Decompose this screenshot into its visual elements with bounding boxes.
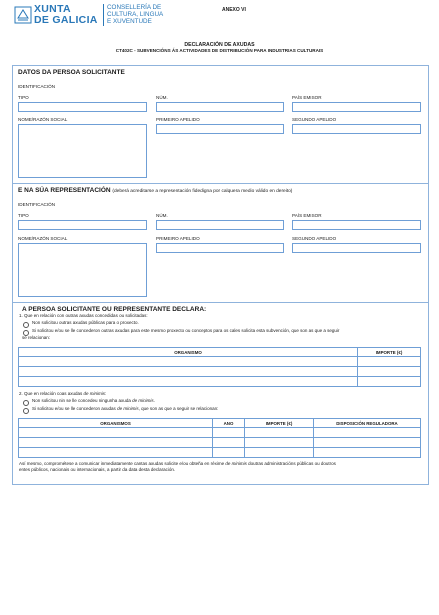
applicant-name-field[interactable] (18, 124, 147, 178)
de-minimis-cell[interactable] (19, 448, 213, 458)
closing-statement: Así mesmo, comprométese a comunicar inmediatamente cantas axudas solicite e/ou obteña en réxime de minimis doutras administracións públicas ou doutros entes públicos, nacionais ou internacionais, a partir da data desta declaración. (19, 461, 336, 473)
applicant-surname1-field[interactable] (156, 124, 284, 134)
de-minimis-cell[interactable] (314, 428, 421, 438)
galicia-emblem-icon (14, 6, 32, 24)
applicant-name-label: NOME/RAZÓN SOCIAL (18, 117, 68, 122)
representative-type-field[interactable] (18, 220, 147, 230)
representative-number-field[interactable] (156, 220, 284, 230)
aid-table-cell[interactable] (358, 357, 421, 367)
aid-table-header-amount: IMPORTE (€) (358, 348, 421, 357)
representative-surname1-label: PRIMEIRO APELIDO (156, 236, 200, 241)
q1-option-none-label: Non solicitou outras axudas públicas para o proxecto. (32, 320, 139, 325)
document-subtitle: CT402C - SUBVENCIÓNS ÁS ACTIVIDADES DE DISTRIBUCIÓN PARA INDUSTRIAS CULTURAIS (115, 48, 324, 53)
de-minimis-cell[interactable] (245, 428, 314, 438)
annex-label: ANEXO VI (222, 7, 246, 13)
representative-surname2-label: SEGUNDO APELIDO (292, 236, 337, 241)
aid-table-cell[interactable] (358, 367, 421, 377)
de-minimis-cell[interactable] (19, 428, 213, 438)
applicant-surname2-label: SEGUNDO APELIDO (292, 117, 337, 122)
de-minimis-cell[interactable] (213, 448, 245, 458)
de-minimis-cell[interactable] (213, 438, 245, 448)
applicant-country-label: PAÍS EMISOR (292, 95, 322, 100)
table-row (19, 377, 421, 387)
de-minimis-cell[interactable] (314, 448, 421, 458)
representative-name-label: NOME/RAZÓN SOCIAL (18, 236, 68, 241)
de-minimis-cell[interactable] (245, 448, 314, 458)
aid-table-cell[interactable] (19, 377, 358, 387)
applicant-surname2-field[interactable] (292, 124, 421, 134)
representative-identification-label: IDENTIFICACIÓN (18, 202, 56, 207)
representative-country-label: PAÍS EMISOR (292, 213, 322, 218)
applicant-identification-label: IDENTIFICACIÓN (18, 84, 56, 89)
question-1: 1. Que en relación con outras axudas concedidas ou solicitadas: (19, 313, 148, 318)
representative-surname2-field[interactable] (292, 243, 421, 253)
declaration-heading: A PERSOA SOLICITANTE OU REPRESENTANTE DECLARA: (22, 306, 207, 313)
q2-option-none-label: Non solicitou nin se lle concedeu ningunha axuda de minimis. (32, 398, 155, 403)
applicant-country-field[interactable] (292, 102, 421, 112)
department-name: CONSELLERÍA DE CULTURA, LINGUA E XUVENTUDE (107, 4, 164, 26)
table-row (19, 367, 421, 377)
de-minimis-cell[interactable] (314, 438, 421, 448)
document-title: DECLARACIÓN DE AXUDAS (184, 42, 255, 48)
q2-option-none-radio[interactable] (23, 400, 29, 406)
applicant-type-label: TIPO (18, 95, 29, 100)
representative-type-label: TIPO (18, 213, 29, 218)
table-row (19, 357, 421, 367)
de-minimis-header-organisms: ORGANISMOS (19, 419, 213, 428)
aid-table-header-organism: ORGANISMO (19, 348, 358, 357)
table-row (19, 438, 421, 448)
applicant-number-field[interactable] (156, 102, 284, 112)
de-minimis-header-year: ANO (213, 419, 245, 428)
q2-option-yes-label: Si solicitou e/ou se lle concederon axudas de minimis, que son as que a seguir se relacionan: (32, 406, 219, 411)
logo-divider (103, 4, 104, 26)
de-minimis-header-regulation: DISPOSICIÓN REGULADORA (314, 419, 421, 428)
question-2: 2. Que en relación coas axudas de minimis: (19, 391, 107, 396)
q2-option-yes-radio[interactable] (23, 408, 29, 414)
de-minimis-table (18, 418, 421, 458)
aid-table-cell[interactable] (19, 357, 358, 367)
table-row (19, 428, 421, 438)
applicant-surname1-label: PRIMEIRO APELIDO (156, 117, 200, 122)
q1-option-none-radio[interactable] (23, 322, 29, 328)
aid-table-cell[interactable] (358, 377, 421, 387)
de-minimis-cell[interactable] (245, 438, 314, 448)
table-row (19, 448, 421, 458)
representative-heading: E NA SÚA REPRESENTACIÓN (deberá acreditarse a representación fidedigna por calquera medio válido en dereito) (18, 187, 293, 194)
representative-name-field[interactable] (18, 243, 147, 297)
representative-number-label: NÚM. (156, 213, 168, 218)
org-name: XUNTA DE GALICIA (34, 3, 98, 26)
aid-table (18, 347, 421, 387)
representative-note: (deberá acreditarse a representación fidedigna por calquera medio válido en dereito) (112, 189, 293, 194)
de-minimis-cell[interactable] (19, 438, 213, 448)
representative-surname1-field[interactable] (156, 243, 284, 253)
q1-option-yes-label: Si solicitou e/ou se lle concederon outras axudas para este mesmo proxecto ou conceptos para os cales solicita esta subvención, que son as que a seguir (32, 328, 340, 333)
applicant-heading: DATOS DA PERSOA SOLICITANTE (18, 69, 125, 76)
de-minimis-cell[interactable] (213, 428, 245, 438)
representative-country-field[interactable] (292, 220, 421, 230)
q1-option-yes-label-cont: se relacionan: (22, 335, 51, 340)
aid-table-cell[interactable] (19, 367, 358, 377)
applicant-number-label: NÚM. (156, 95, 168, 100)
de-minimis-header-amount: IMPORTE (€) (245, 419, 314, 428)
applicant-type-field[interactable] (18, 102, 147, 112)
